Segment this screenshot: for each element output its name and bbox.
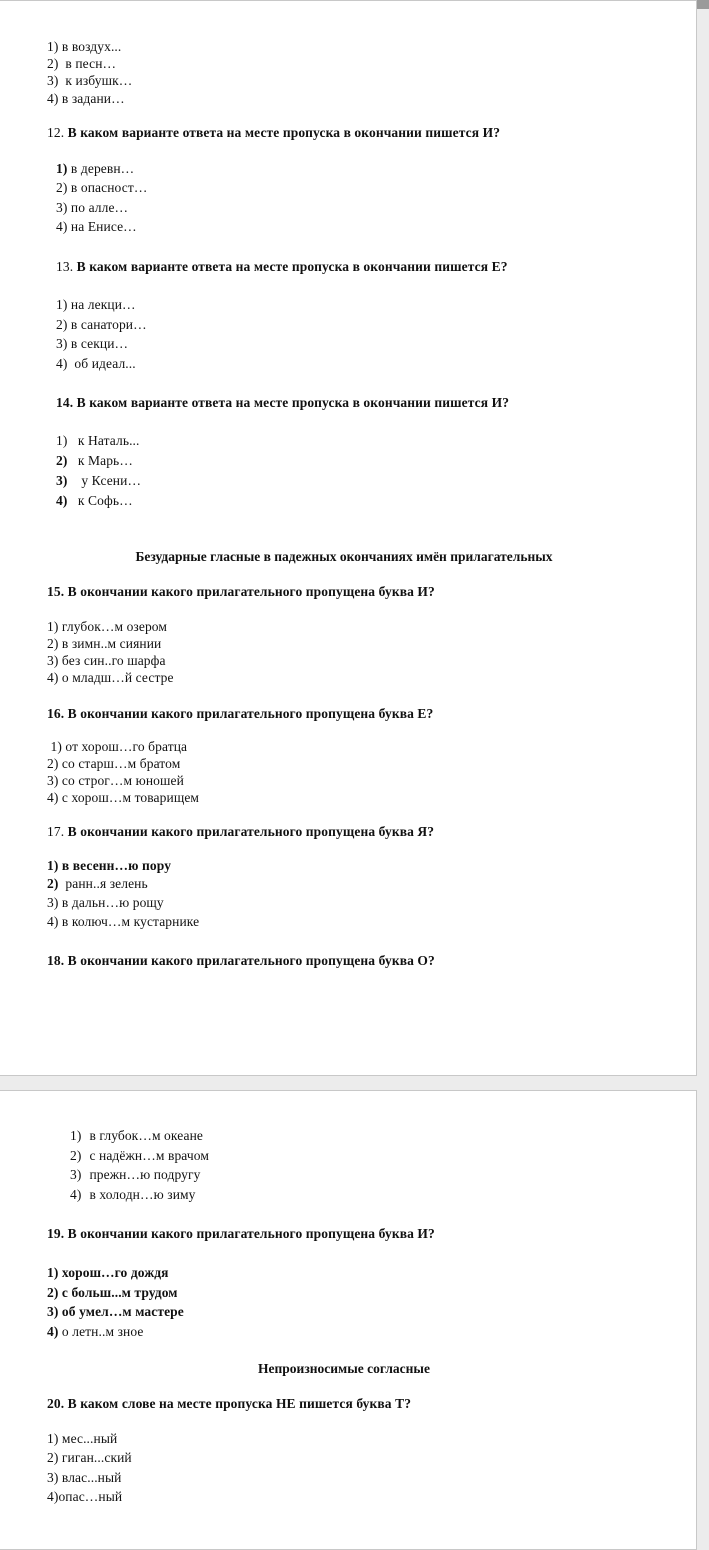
q15-option-2: 2) в зимн..м сиянии <box>47 636 162 651</box>
q19-option-4 <box>47 1324 143 1340</box>
option-number: 1) <box>56 161 68 176</box>
option-number: 4) <box>70 1187 82 1202</box>
q14-option-4 <box>56 493 133 509</box>
q15-option-3: 3) без син..го шарфа <box>47 653 166 668</box>
q11-option-1: 1) в воздух... <box>47 39 122 54</box>
q17-option-1 <box>47 858 171 874</box>
q16-heading: 16. В окончании какого прилагательного пропущена буква Е? <box>47 706 434 721</box>
q16-option-4: 4) с хорош…м товарищем <box>47 790 200 805</box>
option-number: 2) <box>56 453 68 468</box>
q18-option-4 <box>70 1187 196 1203</box>
q12-option-4 <box>56 219 137 235</box>
option-text: 4) в колюч…м кустарнике <box>47 914 200 929</box>
option-number: 2) с больш...м трудом <box>47 1285 178 1300</box>
q12-heading <box>47 125 500 141</box>
q16-option-2: 2) со старш…м братом <box>47 756 181 771</box>
q15-option-4: 4) о младш…й сестре <box>47 670 174 685</box>
option-text: в деревн… <box>67 161 135 176</box>
q13-number: 13. <box>56 259 77 274</box>
option-number: 3) <box>56 200 68 215</box>
q18-option-3 <box>70 1167 201 1183</box>
q17-option-4 <box>47 914 199 930</box>
option-text: о летн..м зное <box>58 1324 144 1339</box>
q11-option-4: 4) в задани… <box>47 91 125 106</box>
q11-option-2: 2) в песн… <box>47 56 117 71</box>
q18-option-2 <box>70 1148 209 1164</box>
q17-option-2 <box>47 876 148 892</box>
option-number: 3) <box>56 473 68 488</box>
option-text: в глубок…м океане <box>89 1128 203 1143</box>
q19-option-1 <box>47 1265 169 1281</box>
q15-heading: 15. В окончании какого прилагательного пропущена буква И? <box>47 584 435 599</box>
option-number: 3) <box>70 1167 82 1182</box>
document-page-2 <box>0 1090 697 1550</box>
q14-option-2 <box>56 453 133 469</box>
option-number: 4) <box>56 219 68 234</box>
option-text: с надёжн…м врачом <box>89 1148 209 1163</box>
q13-option-2: 2) в санатори… <box>56 317 147 332</box>
q20-option-4: 4)опас…ный <box>47 1489 123 1504</box>
q13-option-3: 3) в секци… <box>56 336 129 351</box>
option-number: 2) <box>56 180 68 195</box>
option-text: на Енисе… <box>67 219 137 234</box>
q18-option-1 <box>70 1128 203 1144</box>
q17-text: В окончании какого прилагательного пропущена буква Я? <box>67 824 435 839</box>
q12-option-3 <box>56 200 128 216</box>
option-text: к Наталь... <box>67 433 140 448</box>
q17-number: 17. <box>47 824 68 839</box>
q20-option-3: 3) влас...ный <box>47 1470 122 1485</box>
q14-heading <box>56 395 509 411</box>
q17-heading <box>47 824 434 840</box>
q13-text: В каком варианте ответа на месте пропуска в окончании пишется Е? <box>76 259 508 274</box>
option-number: 3) об умел…м мастере <box>47 1304 184 1319</box>
option-number: 2) <box>47 876 59 891</box>
option-text: к Марь… <box>67 453 133 468</box>
option-number: 2) <box>70 1148 82 1163</box>
q14-option-3 <box>56 473 141 489</box>
option-number: 1) в весенн…ю пору <box>47 858 172 873</box>
q14-text: В каком варианте ответа на месте пропуска в окончании пишется И? <box>76 395 510 410</box>
option-number: 1) хорош…го дождя <box>47 1265 169 1280</box>
option-number: 4) <box>56 493 68 508</box>
q13-heading <box>56 259 508 275</box>
q17-option-3 <box>47 895 164 911</box>
q15-option-1: 1) глубок…м озером <box>47 619 168 634</box>
option-text: 3) в дальн…ю рощу <box>47 895 164 910</box>
option-number: 1) <box>70 1128 82 1143</box>
section-title-adjective-endings: Безударные гласные в падежных окончаниях имён прилагательных <box>135 549 553 564</box>
q19-option-2 <box>47 1285 178 1301</box>
q14-option-1 <box>56 433 140 449</box>
q13-option-4: 4) об идеал... <box>56 356 136 371</box>
q19-heading: 19. В окончании какого прилагательного пропущена буква И? <box>47 1226 435 1241</box>
q20-option-1: 1) мес...ный <box>47 1431 118 1446</box>
q12-number: 12. <box>47 125 68 140</box>
q14-number: 14. <box>56 395 77 410</box>
option-text: у Ксени… <box>67 473 142 488</box>
option-text: ранн..я зелень <box>58 876 148 891</box>
q16-option-3: 3) со строг…м юношей <box>47 773 184 788</box>
option-text: в холодн…ю зиму <box>89 1187 196 1202</box>
q20-option-2: 2) гиган...ский <box>47 1450 132 1465</box>
section-title-silent-consonants: Непроизносимые согласные <box>258 1361 430 1376</box>
q12-text: В каком варианте ответа на месте пропуска в окончании пишется И? <box>67 125 501 140</box>
q18-heading: 18. В окончании какого прилагательного пропущена буква О? <box>47 953 435 968</box>
option-text: к Софь… <box>67 493 133 508</box>
q13-option-1: 1) на лекци… <box>56 297 136 312</box>
q12-option-1 <box>56 161 134 177</box>
q12-option-2 <box>56 180 147 196</box>
option-number: 1) <box>56 433 68 448</box>
option-text: прежн…ю подругу <box>89 1167 201 1182</box>
option-text: по алле… <box>67 200 129 215</box>
q20-heading: 20. В каком слове на месте пропуска НЕ пишется буква Т? <box>47 1396 412 1411</box>
q16-option-1: 1) от хорош…го братца <box>47 739 188 754</box>
q19-option-3 <box>47 1304 184 1320</box>
q11-option-3: 3) к избушк… <box>47 73 133 88</box>
option-text: в опасност… <box>67 180 148 195</box>
option-number: 4) <box>47 1324 59 1339</box>
